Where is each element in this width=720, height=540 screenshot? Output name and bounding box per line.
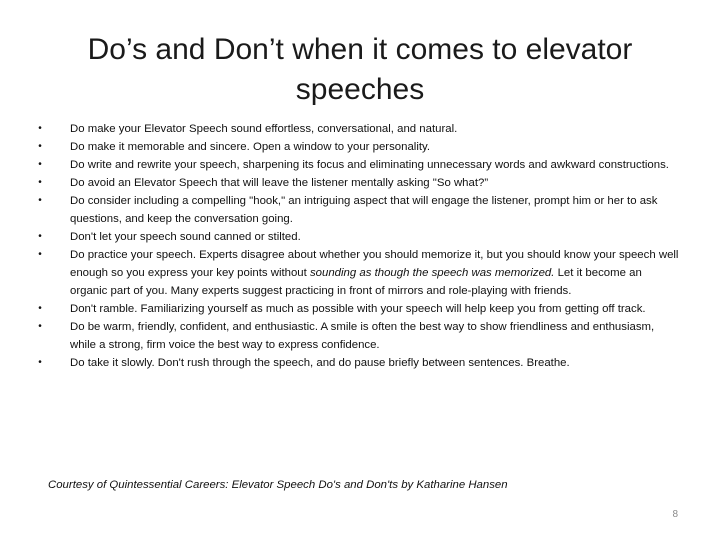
bullet-dot-icon: • (38, 159, 42, 170)
bullet-text: Do write and rewrite your speech, sharpening its focus and eliminating unnecessary words and awkward constructions. (70, 159, 669, 171)
courtesy-note: Courtesy of Quintessential Careers: Elevator Speech Do's and Don'ts by Katharine Hansen (48, 479, 508, 491)
bullet-item (36, 246, 680, 300)
bullet-dot-icon: • (38, 321, 42, 332)
bullet-dot-icon: • (38, 141, 42, 152)
bullet-list (36, 120, 680, 372)
bullet-item (36, 228, 680, 246)
bullet-item (36, 156, 680, 174)
bullet-text: Do take it slowly. Don't rush through the speech, and do pause briefly between sentences. Breathe. (70, 357, 570, 369)
bullet-dot-icon: • (38, 357, 42, 368)
slide-title: Do’s and Don’t when it comes to elevator speeches (87, 33, 633, 106)
bullet-item (36, 192, 680, 228)
bullet-text: Do make your Elevator Speech sound effortless, conversational, and natural. (70, 123, 458, 135)
bullet-item (36, 138, 680, 156)
page-number: 8 (672, 509, 678, 520)
bullet-text: Do practice your speech. Experts disagree about whether you should memorize it, but you should know your speech well enough so you express your key points without (70, 249, 679, 279)
bullet-item (36, 354, 680, 372)
bullet-dot-icon: • (38, 123, 42, 134)
bullet-dot-icon: • (38, 195, 42, 206)
bullet-text: Do be warm, friendly, confident, and enthusiastic. A smile is often the best way to show friendliness and enthusiasm, while a strong, firm voice the best way to express confidence. (70, 321, 655, 351)
bullet-text: Let it become an organic part of you. Many experts suggest practicing in front of mirrors and role-playing with friends. (70, 267, 642, 297)
bullet-dot-icon: • (38, 303, 42, 314)
bullet-dot-icon: • (38, 231, 42, 242)
bullet-item (36, 174, 680, 192)
bullet-item (36, 120, 680, 138)
bullet-text: Do make it memorable and sincere. Open a window to your personality. (70, 141, 431, 153)
bullet-text: Don't let your speech sound canned or stilted. (70, 231, 301, 243)
bullet-text: Do avoid an Elevator Speech that will leave the listener mentally asking "So what?” (70, 177, 489, 189)
bullet-text: Don't ramble. Familiarizing yourself as much as possible with your speech will help keep you from getting off track. (70, 303, 646, 315)
bullet-item (36, 318, 680, 354)
bullet-text: Do consider including a compelling "hook," an intriguing aspect that will engage the listener, prompt him or her to ask questions, and keep the conversation going. (70, 195, 658, 225)
bullet-dot-icon: • (38, 177, 42, 188)
bullet-item (36, 300, 680, 318)
bullet-dot-icon: • (38, 249, 42, 260)
bullet-text-italic: sounding as though the speech was memorized. (309, 267, 555, 279)
